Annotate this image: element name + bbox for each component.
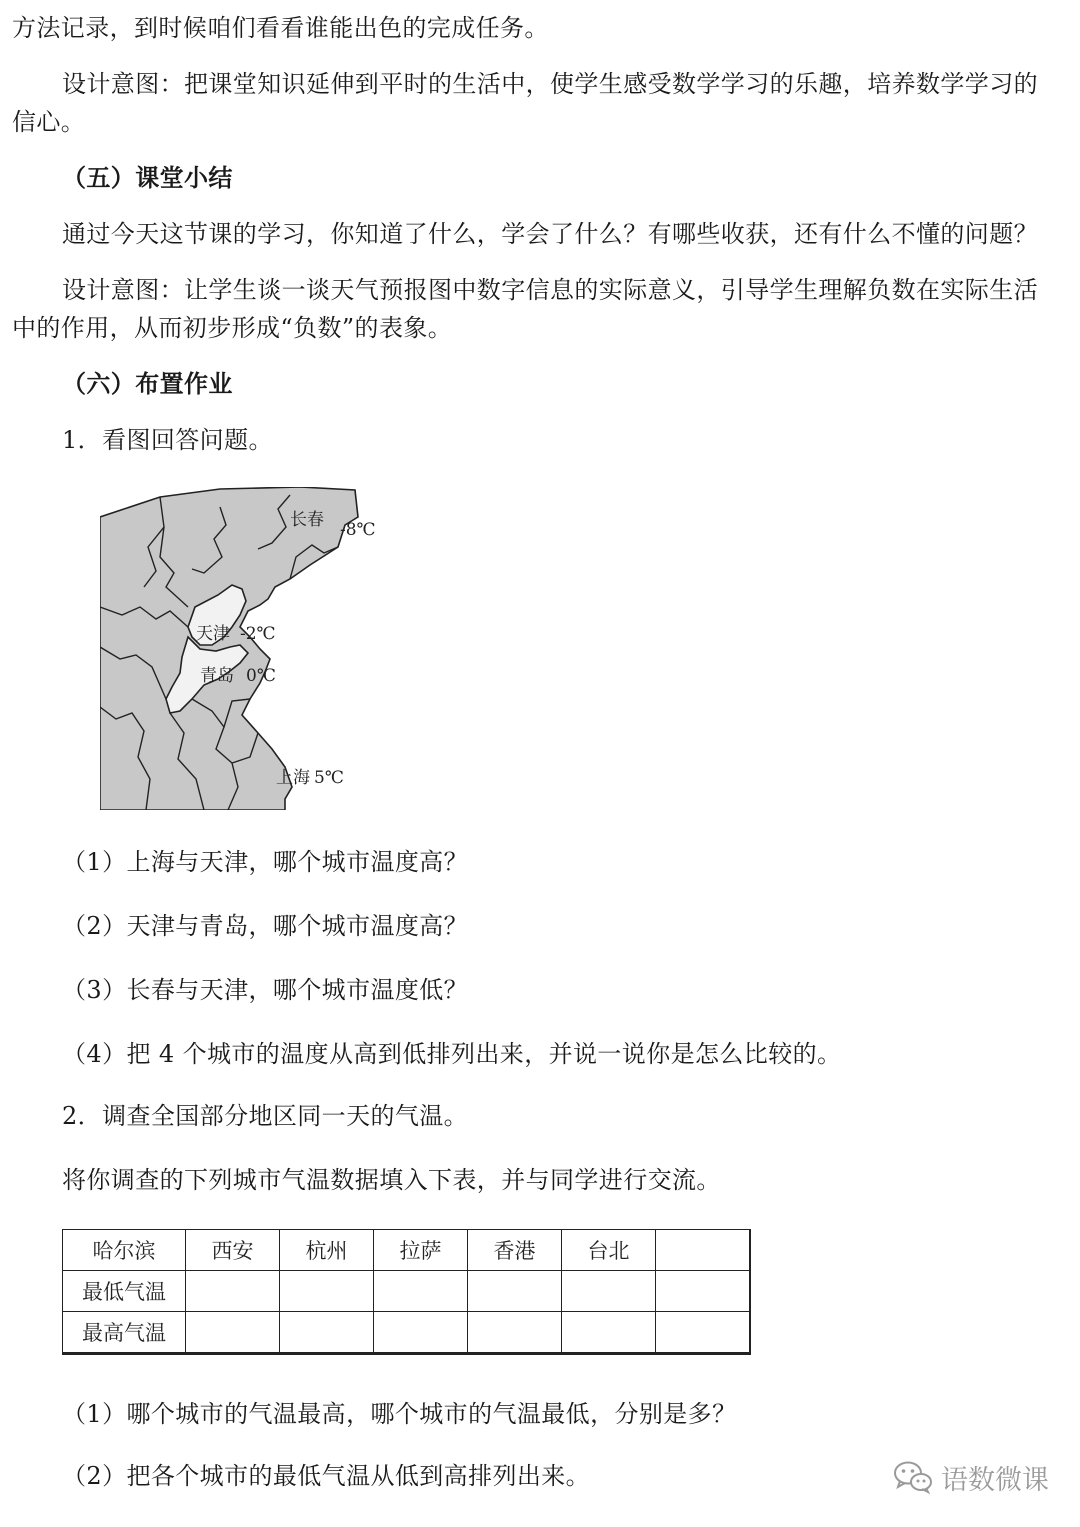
- homework-question-2: 2．调查全国部分地区同一天的气温。: [62, 1102, 469, 1130]
- table-cell: [468, 1312, 562, 1354]
- map-label-shanghai: 上海: [276, 768, 310, 788]
- homework-question-1-1: （1）上海与天津，哪个城市温度高？: [62, 848, 469, 876]
- table-cell: [280, 1312, 374, 1354]
- table-header-cell: 拉萨: [374, 1230, 468, 1271]
- table-header-cell: 台北: [562, 1230, 656, 1271]
- table-header-cell: 哈尔滨: [63, 1230, 186, 1271]
- summary-question: 通过今天这节课的学习，你知道了什么，学会了什么？有哪些收获，还有什么不懂的问题？: [62, 220, 1038, 248]
- map-label-changchun-temp: -8℃: [340, 520, 376, 540]
- table-header-cell: 杭州: [280, 1230, 374, 1271]
- table-cell: [468, 1271, 562, 1312]
- design-intent-line-2: 信心。: [12, 108, 86, 136]
- homework-question-1-2: （2）天津与青岛，哪个城市温度高？: [62, 912, 469, 940]
- map-label-qingdao: 青岛: [200, 666, 234, 686]
- wechat-icon: [893, 1460, 933, 1494]
- homework-question-2-intro: 将你调查的下列城市气温数据填入下表，并与同学进行交流。: [62, 1166, 721, 1194]
- table-header-row: [63, 1230, 751, 1271]
- paragraph-line: 方法记录，到时候咱们看看谁能出色的完成任务。: [12, 14, 549, 42]
- watermark: [893, 1455, 1049, 1499]
- table-row: [63, 1271, 751, 1312]
- table-cell: [562, 1271, 656, 1312]
- table-cell: [374, 1312, 468, 1354]
- table-row-label: 最低气温: [63, 1271, 186, 1312]
- table-cell: [186, 1312, 280, 1354]
- temperature-survey-table: [62, 1229, 751, 1355]
- homework-question-1-3: （3）长春与天津，哪个城市温度低？: [62, 976, 469, 1004]
- table-row-label: 最高气温: [63, 1312, 186, 1354]
- table-cell: [562, 1312, 656, 1354]
- table-cell: [374, 1271, 468, 1312]
- table-row: [63, 1312, 751, 1354]
- map-label-shanghai-temp: 5℃: [314, 768, 344, 788]
- map-label-tianjin-temp: -2℃: [240, 624, 276, 644]
- map-label-tianjin: 天津: [196, 624, 230, 644]
- table-cell: [280, 1271, 374, 1312]
- table-cell: [186, 1271, 280, 1312]
- homework-question-2-2: （2）把各个城市的最低气温从低到高排列出来。: [62, 1462, 591, 1490]
- design-intent-2-line-2: 中的作用，从而初步形成“负数”的表象。: [12, 314, 453, 342]
- table-cell: [656, 1312, 751, 1354]
- table-header-cell: 香港: [468, 1230, 562, 1271]
- homework-question-2-1: （1）哪个城市的气温最高，哪个城市的气温最低，分别是多？: [62, 1400, 737, 1428]
- section-heading-6: （六）布置作业: [62, 369, 233, 398]
- homework-question-1-4: （4）把 4 个城市的温度从高到低排列出来，并说一说你是怎么比较的。: [62, 1040, 842, 1068]
- section-heading-5: （五）课堂小结: [62, 163, 233, 192]
- watermark-text: 语数微课: [941, 1464, 1049, 1496]
- map-label-qingdao-temp: 0℃: [246, 666, 276, 686]
- map-label-changchun: 长春: [290, 510, 324, 530]
- table-header-cell: [656, 1230, 751, 1271]
- table-cell: [656, 1271, 751, 1312]
- homework-question-1: 1．看图回答问题。: [62, 426, 273, 454]
- temperature-map: [100, 487, 380, 810]
- design-intent-2-line-1: 设计意图：让学生谈一谈天气预报图中数字信息的实际意义，引导学生理解负数在实际生活: [62, 276, 1038, 304]
- design-intent-line-1: 设计意图：把课堂知识延伸到平时的生活中，使学生感受数学学习的乐趣，培养数学学习的: [62, 70, 1038, 98]
- table-header-cell: 西安: [186, 1230, 280, 1271]
